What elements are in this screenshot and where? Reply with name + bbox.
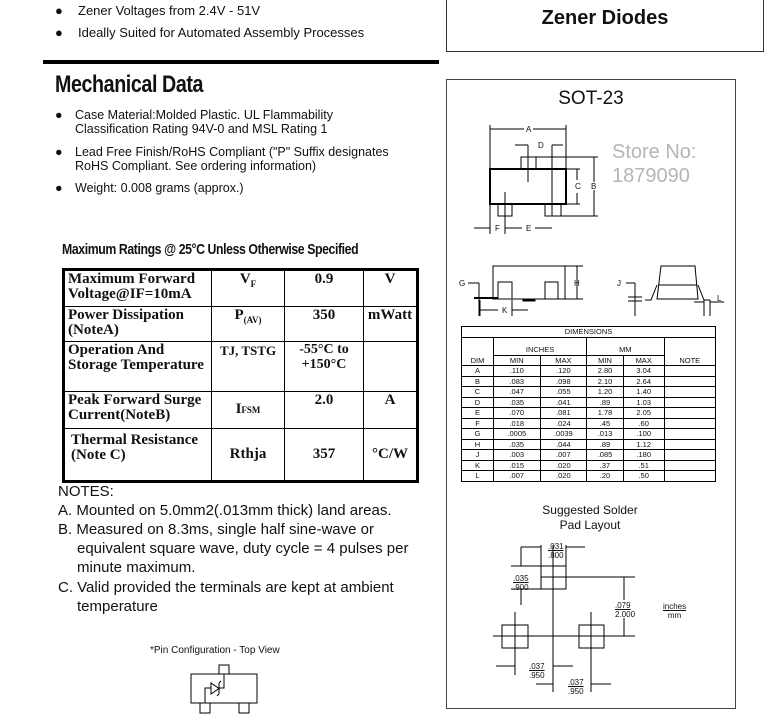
dim-cell: .37 bbox=[587, 460, 624, 471]
col-header: MAX bbox=[623, 355, 664, 366]
table-row bbox=[462, 327, 716, 338]
symbol-cell: Rthja bbox=[212, 429, 285, 482]
dim-cell: 1.03 bbox=[623, 397, 664, 408]
dim-label: A bbox=[526, 125, 532, 134]
dim-cell bbox=[664, 439, 715, 450]
dim-cell: .007 bbox=[540, 450, 587, 461]
dim-cell bbox=[664, 471, 715, 482]
dim-cell: 1.20 bbox=[587, 387, 624, 398]
dim-cell: L bbox=[462, 471, 494, 482]
dim-cell: 1.40 bbox=[623, 387, 664, 398]
dim-cell: B bbox=[462, 376, 494, 387]
value-cell: 350 bbox=[285, 307, 364, 342]
notes-heading: NOTES: bbox=[58, 483, 114, 500]
dim-value: 2.000 bbox=[615, 610, 636, 619]
dim-value: .950 bbox=[568, 687, 584, 696]
dim-value: .035 bbox=[513, 574, 529, 583]
dim-cell: .085 bbox=[587, 450, 624, 461]
mechanical-text: RoHS Compliant. See ordering information) bbox=[75, 159, 317, 173]
dim-cell: H bbox=[462, 439, 494, 450]
dim-cell: .041 bbox=[540, 397, 587, 408]
dim-cell: K bbox=[462, 460, 494, 471]
dim-cell: .60 bbox=[623, 418, 664, 429]
note-text: C. Valid provided the terminals are kept at ambient bbox=[58, 579, 394, 596]
dim-cell: 2.80 bbox=[587, 366, 624, 377]
col-header: MIN bbox=[494, 355, 541, 366]
dim-cell: .035 bbox=[494, 439, 541, 450]
dim-label: G bbox=[459, 279, 466, 288]
dim-label: K bbox=[502, 306, 508, 315]
note-text: minute maximum. bbox=[77, 559, 196, 576]
dim-cell: .020 bbox=[540, 471, 587, 482]
param-cell: Operation And Storage Temperature bbox=[64, 342, 212, 392]
dim-cell: .51 bbox=[623, 460, 664, 471]
dim-cell: .098 bbox=[540, 376, 587, 387]
table-row bbox=[462, 408, 716, 419]
dim-cell: D bbox=[462, 397, 494, 408]
table-row bbox=[462, 376, 716, 387]
dim-value: .950 bbox=[529, 671, 545, 680]
dim-cell: .007 bbox=[494, 471, 541, 482]
unit-cell: °C/W bbox=[364, 429, 418, 482]
table-row bbox=[462, 366, 716, 377]
table-row bbox=[462, 429, 716, 440]
param-cell: Peak Forward Surge Current(NoteB) bbox=[64, 392, 212, 429]
dim-label: L bbox=[717, 294, 722, 303]
dim-cell: A bbox=[462, 366, 494, 377]
col-header: NOTE bbox=[664, 337, 715, 366]
top-view-drawing bbox=[474, 125, 598, 234]
dim-label: J bbox=[617, 279, 621, 288]
dim-cell: .0005 bbox=[494, 429, 541, 440]
ratings-heading: Maximum Ratings @ 25°C Unless Otherwise Specified bbox=[62, 241, 359, 258]
dim-cell: .180 bbox=[623, 450, 664, 461]
feature-text: Zener Voltages from 2.4V - 51V bbox=[78, 3, 261, 18]
dim-cell: .89 bbox=[587, 397, 624, 408]
mechanical-text: Case Material:Molded Plastic. UL Flammability bbox=[75, 108, 333, 122]
symbol-sub: FSM bbox=[241, 405, 261, 415]
dim-cell: .120 bbox=[540, 366, 587, 377]
dim-cell: .45 bbox=[587, 418, 624, 429]
title-text: Zener Diodes bbox=[541, 7, 669, 29]
dim-value: .031 bbox=[548, 542, 564, 551]
value-cell: 0.9 bbox=[285, 270, 364, 307]
dim-cell: F bbox=[462, 418, 494, 429]
dim-cell bbox=[664, 450, 715, 461]
dim-cell bbox=[664, 387, 715, 398]
dim-cell: .015 bbox=[494, 460, 541, 471]
table-row bbox=[462, 418, 716, 429]
col-header: MIN bbox=[587, 355, 624, 366]
symbol: P bbox=[234, 307, 244, 323]
dim-cell bbox=[664, 408, 715, 419]
note-text: A. Mounted on 5.0mm2(.013mm thick) land areas. bbox=[58, 502, 392, 519]
units-label: inches bbox=[663, 602, 687, 611]
dim-cell: .003 bbox=[494, 450, 541, 461]
table-row bbox=[462, 460, 716, 471]
dim-value: .079 bbox=[615, 601, 631, 610]
table-row bbox=[462, 387, 716, 398]
dim-label: D bbox=[538, 141, 544, 150]
table-row bbox=[462, 439, 716, 450]
dim-cell bbox=[664, 429, 715, 440]
dim-value: .800 bbox=[548, 551, 564, 560]
dim-cell: .20 bbox=[587, 471, 624, 482]
dim-cell: .50 bbox=[623, 471, 664, 482]
dim-cell: .055 bbox=[540, 387, 587, 398]
param-cell: Thermal Resistance (Note C) bbox=[64, 429, 212, 482]
col-group: MM bbox=[587, 337, 664, 355]
param-cell: Maximum Forward Voltage@IF=10mA bbox=[64, 270, 212, 307]
solder-pad-drawing bbox=[493, 545, 635, 692]
dim-label: C bbox=[575, 182, 581, 191]
dim-cell: E bbox=[462, 408, 494, 419]
dim-cell bbox=[664, 366, 715, 377]
note-text: B. Measured on 8.3ms, single half sine-wave or bbox=[58, 521, 374, 538]
unit-cell: A bbox=[364, 392, 418, 429]
dim-cell bbox=[664, 460, 715, 471]
pin-config-drawing bbox=[191, 665, 257, 713]
pad-layout-title: Suggested Solder bbox=[542, 503, 638, 517]
dim-cell: .013 bbox=[587, 429, 624, 440]
dim-label: F bbox=[495, 224, 500, 233]
dim-cell bbox=[664, 418, 715, 429]
value-cell: 357 bbox=[285, 429, 364, 482]
dim-value: .900 bbox=[513, 583, 529, 592]
dim-cell: 3.04 bbox=[623, 366, 664, 377]
feature-text: Ideally Suited for Automated Assembly Processes bbox=[78, 25, 365, 40]
col-header: MAX bbox=[540, 355, 587, 366]
dim-cell: 1.12 bbox=[623, 439, 664, 450]
symbol: I bbox=[235, 401, 242, 417]
col-group: INCHES bbox=[494, 337, 587, 355]
dim-cell: 2.05 bbox=[623, 408, 664, 419]
package-name: SOT-23 bbox=[558, 88, 624, 109]
dim-cell: .100 bbox=[623, 429, 664, 440]
watermark: Store No: 1879090 bbox=[612, 141, 697, 187]
symbol-cell: TJ, TSTG bbox=[212, 342, 285, 392]
dim-cell: G bbox=[462, 429, 494, 440]
mechanical-text: Classification Rating 94V-0 and MSL Rating 1 bbox=[75, 122, 328, 136]
symbol-sub: F bbox=[250, 279, 257, 289]
dim-cell: J bbox=[462, 450, 494, 461]
dim-cell: .070 bbox=[494, 408, 541, 419]
param-cell: Power Dissipation (NoteA) bbox=[64, 307, 212, 342]
dim-cell: 2.64 bbox=[623, 376, 664, 387]
table-row bbox=[462, 471, 716, 482]
dim-cell: .035 bbox=[494, 397, 541, 408]
mechanical-heading: Mechanical Data bbox=[55, 71, 204, 98]
unit-cell: V bbox=[364, 270, 418, 307]
table-row bbox=[462, 450, 716, 461]
symbol-sub: (AV) bbox=[243, 315, 262, 325]
dim-cell: C bbox=[462, 387, 494, 398]
dim-label: H bbox=[574, 279, 580, 288]
dim-cell bbox=[664, 376, 715, 387]
dim-cell: 1.78 bbox=[587, 408, 624, 419]
dim-cell: .024 bbox=[540, 418, 587, 429]
col-header: DIM bbox=[462, 337, 494, 366]
side-view-drawing bbox=[468, 266, 583, 316]
note-text: equivalent square wave, duty cycle = 4 pulses per bbox=[77, 540, 409, 557]
dim-cell: .083 bbox=[494, 376, 541, 387]
table-row bbox=[462, 337, 716, 355]
dim-cell: 2.10 bbox=[587, 376, 624, 387]
symbol: V bbox=[239, 271, 251, 287]
end-view-drawing bbox=[626, 266, 724, 316]
value-cell: -55°C to +150°C bbox=[285, 342, 364, 392]
dim-cell: .018 bbox=[494, 418, 541, 429]
pin-config-label: *Pin Configuration - Top View bbox=[150, 645, 280, 656]
mechanical-text: Weight: 0.008 grams (approx.) bbox=[75, 181, 244, 195]
dimensions-table bbox=[461, 326, 716, 482]
dim-cell: .89 bbox=[587, 439, 624, 450]
dim-cell: .110 bbox=[494, 366, 541, 377]
dim-cell: .044 bbox=[540, 439, 587, 450]
note-text: temperature bbox=[77, 598, 158, 615]
dim-cell: .081 bbox=[540, 408, 587, 419]
dim-value: .037 bbox=[529, 662, 545, 671]
mechanical-text: Lead Free Finish/RoHS Compliant ("P" Suffix designates bbox=[75, 145, 389, 159]
pad-layout-title: Pad Layout bbox=[559, 518, 621, 532]
table-row bbox=[462, 397, 716, 408]
dim-label: E bbox=[526, 224, 532, 233]
dim-cell: .0039 bbox=[540, 429, 587, 440]
dim-cell bbox=[664, 397, 715, 408]
dim-label: B bbox=[591, 182, 597, 191]
dim-cell: .047 bbox=[494, 387, 541, 398]
value-cell: 2.0 bbox=[285, 392, 364, 429]
units-label: mm bbox=[667, 611, 682, 620]
dimensions-title: DIMENSIONS bbox=[462, 327, 716, 338]
dim-cell: .020 bbox=[540, 460, 587, 471]
dim-value: .037 bbox=[568, 678, 584, 687]
unit-cell: mWatt bbox=[364, 307, 418, 342]
